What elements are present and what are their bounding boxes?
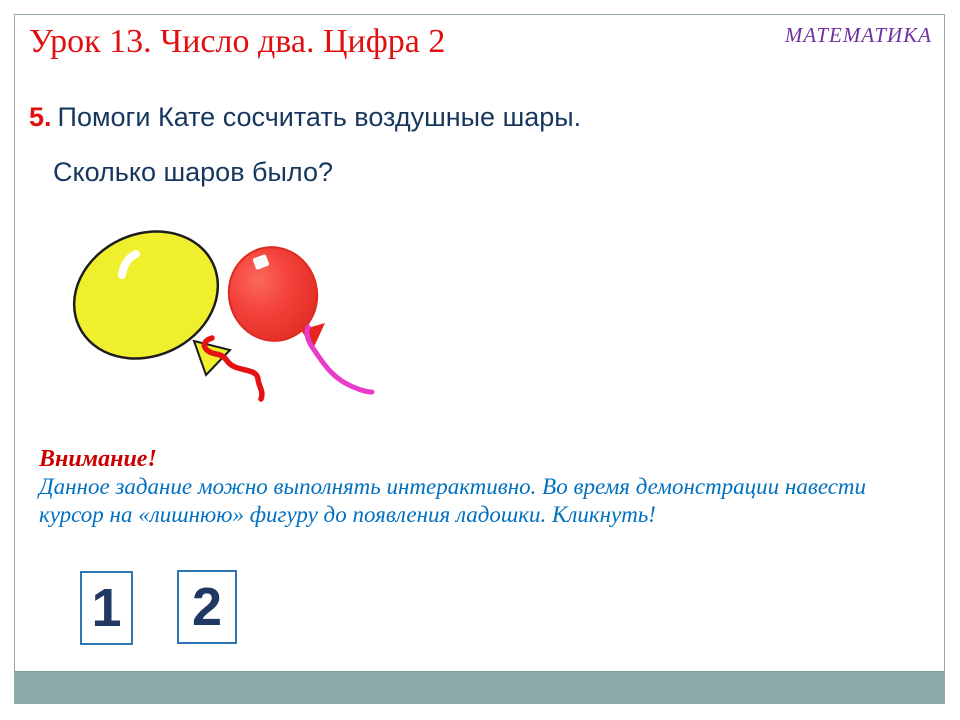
answer-digit: 2 — [191, 577, 223, 637]
bottom-bar — [15, 671, 944, 703]
subject-badge: МАТЕМАТИКА — [784, 23, 932, 47]
note-line: курсор на «лишнюю» фигуру до появления ладошки. Кликнуть! — [39, 502, 656, 527]
task-line — [29, 102, 581, 133]
task-number: 5. — [29, 102, 52, 132]
answer-option-2[interactable] — [177, 570, 237, 644]
slide-frame — [14, 14, 945, 704]
question-text: Сколько шаров было? — [53, 157, 334, 187]
balloons-illustration — [61, 211, 401, 411]
note-line: Данное задание можно выполнять интерактивно. Во время демонстрации навести — [39, 474, 867, 499]
teacher-note — [39, 445, 866, 529]
answer-option-1[interactable] — [80, 571, 133, 645]
answer-digit: 1 — [91, 578, 122, 638]
task-text: Помоги Кате сосчитать воздушные шары. — [57, 102, 582, 132]
note-heading: Внимание! — [39, 446, 157, 472]
page-title: Урок 13. Число два. Цифра 2 — [29, 23, 446, 60]
